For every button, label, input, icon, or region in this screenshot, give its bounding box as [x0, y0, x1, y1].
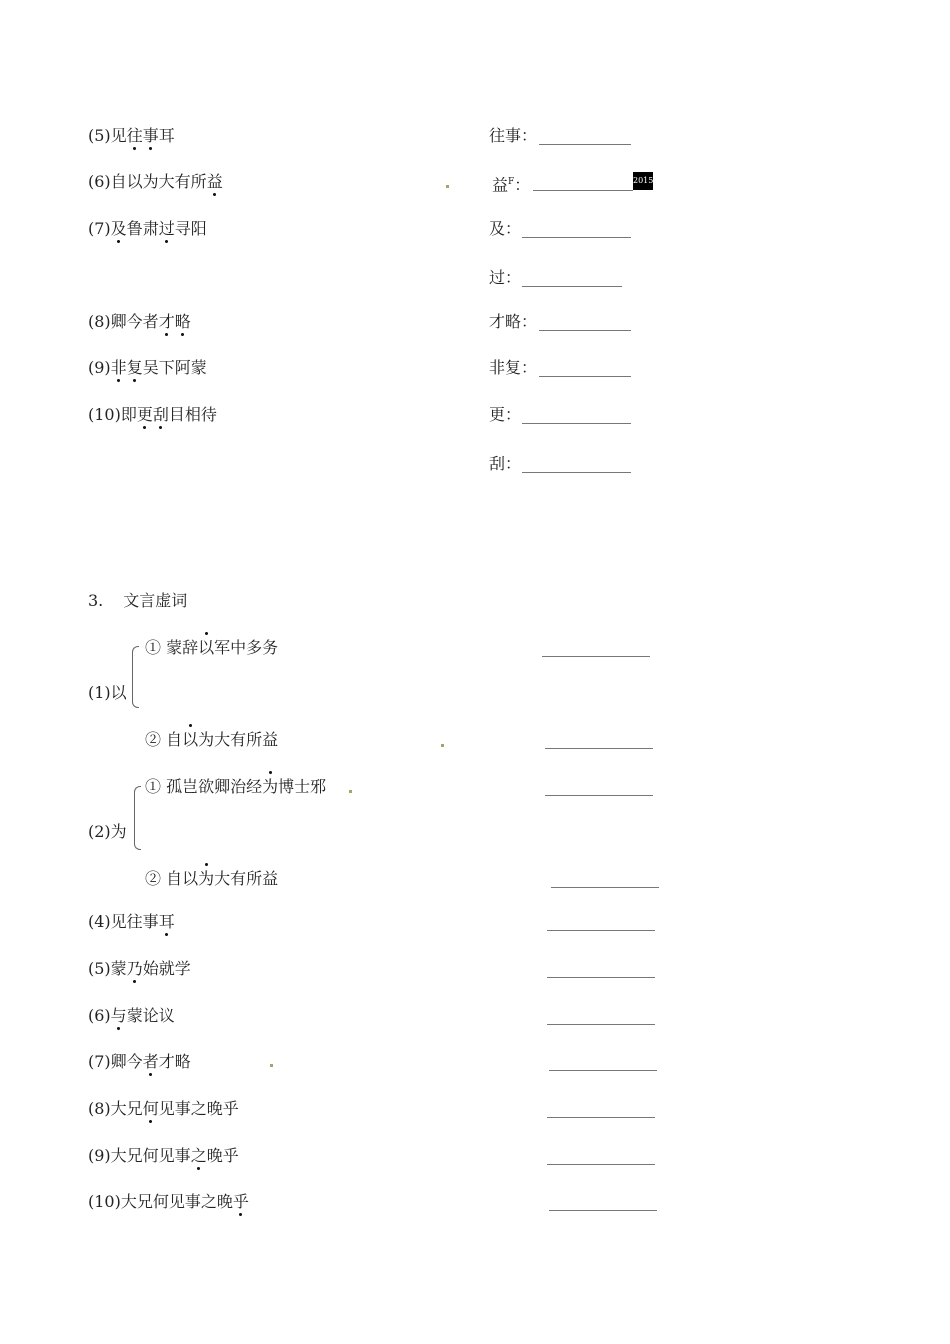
scan-speck [441, 744, 444, 747]
answer-label: 往事： [489, 126, 538, 145]
marked-char: 略 [174, 312, 191, 331]
answer-label: 及： [489, 219, 522, 238]
answer-blank[interactable] [551, 887, 659, 888]
vocab-q7 [88, 219, 207, 239]
marked-char: 者 [142, 1052, 159, 1071]
q-num: (4) [88, 912, 111, 931]
q-text: 鲁肃 [126, 219, 159, 238]
marked-char: 复 [126, 358, 143, 377]
marked-char: 过 [158, 219, 175, 238]
q-text: 大兄 [110, 1099, 143, 1118]
group-brace [132, 646, 139, 708]
q-text: 始就学 [142, 959, 191, 978]
answer-blank[interactable] [547, 930, 655, 931]
list-item [88, 1006, 175, 1026]
q-num: (10) [88, 405, 121, 424]
vocab-q9 [88, 358, 207, 378]
vocab-q10 [88, 405, 217, 425]
circled-num: ① [145, 638, 162, 657]
q-num: (6) [88, 1006, 111, 1025]
answer-blank[interactable] [539, 376, 631, 377]
marked-char: 何 [142, 1099, 159, 1118]
answer-label: 过： [489, 268, 522, 287]
q-text: 见事之晚乎 [158, 1099, 239, 1118]
q-text: 博士邪 [278, 777, 327, 796]
marked-char: 耳 [158, 912, 175, 931]
q-text: 晚乎 [206, 1146, 239, 1165]
marked-char: 乎 [232, 1192, 249, 1211]
label-char: 益 [492, 175, 509, 195]
marked-char: 往 [126, 126, 143, 145]
marked-char: 刮 [152, 405, 169, 424]
q-text: 蒙辞 [166, 638, 199, 657]
q-text: 才略 [158, 1052, 191, 1071]
list-item [88, 959, 191, 979]
q-text: 寻阳 [174, 219, 207, 238]
marked-char: 乃 [126, 959, 143, 978]
marked-char: 非 [110, 358, 127, 377]
answer-blank[interactable] [547, 977, 655, 978]
circled-num: ② [145, 869, 162, 888]
marked-char: 之 [190, 1146, 207, 1165]
q-text: 为大有所益 [198, 730, 279, 749]
q-num: (5) [88, 126, 111, 145]
q-num: (6) [88, 172, 111, 191]
answer-blank[interactable] [522, 237, 631, 238]
marked-char: 更 [136, 405, 153, 424]
answer-blank[interactable] [545, 795, 653, 796]
marked-char: 以 [182, 730, 199, 749]
list-item [88, 1052, 191, 1072]
list-item [88, 1192, 249, 1212]
group2-item-b [145, 869, 278, 889]
vocab-q8 [88, 312, 191, 332]
group-label: (2)为 [88, 822, 127, 841]
scan-speck [270, 1064, 273, 1067]
answer-blank[interactable] [522, 423, 631, 424]
section-title [88, 591, 187, 611]
marked-char: 与 [110, 1006, 127, 1025]
answer-blank[interactable] [522, 286, 622, 287]
q-text: 蒙 [110, 959, 127, 978]
scan-speck [446, 185, 449, 188]
q-text: 大有所益 [214, 869, 279, 888]
answer-blank[interactable] [549, 1070, 657, 1071]
group-brace [134, 786, 141, 850]
year-badge: 2015 [633, 172, 653, 190]
q-num: (10) [88, 1192, 121, 1211]
q-text: 即 [120, 405, 137, 424]
answer-label: 才略： [489, 312, 538, 331]
list-item [88, 1146, 239, 1166]
answer-blank[interactable] [547, 1024, 655, 1025]
list-item [88, 1099, 239, 1119]
vocab-q6 [88, 172, 223, 192]
circled-num: ① [145, 777, 162, 796]
q-text: 耳 [158, 126, 175, 145]
marked-char: 以 [198, 638, 215, 657]
q-text: 卿今者 [110, 312, 159, 331]
answer-blank[interactable] [547, 1164, 655, 1165]
q-num: (9) [88, 358, 111, 377]
q-text: 孤岂欲卿治经 [166, 777, 263, 796]
q-text: 大兄何见事之晚 [120, 1192, 233, 1211]
q-num: (9) [88, 1146, 111, 1165]
answer-blank[interactable] [547, 1117, 655, 1118]
label-sup: F [508, 177, 515, 187]
q-num: (8) [88, 312, 111, 331]
section-heading: 文言虚词 [123, 591, 188, 610]
q-text: 蒙论议 [126, 1006, 175, 1025]
q-text: 自以 [166, 869, 199, 888]
group2-item-a [145, 777, 326, 797]
answer-blank[interactable] [539, 330, 631, 331]
answer-blank[interactable] [545, 748, 653, 749]
answer-blank[interactable] [539, 144, 631, 145]
vocab-q5 [88, 126, 175, 146]
marked-char: 为 [262, 777, 279, 796]
marked-char: 事 [142, 126, 159, 145]
q-num: (7) [88, 219, 111, 238]
label-colon: ： [514, 175, 531, 195]
q-num: (7) [88, 1052, 111, 1071]
section-number: 3. [88, 591, 104, 610]
q-text: 自以为大有所 [110, 172, 207, 191]
answer-label: 更： [489, 405, 522, 424]
q-text: 卿今 [110, 1052, 143, 1071]
q-text: 军中多务 [214, 638, 279, 657]
answer-blank[interactable] [542, 656, 650, 657]
answer-label: 非复： [489, 358, 538, 377]
answer-label [492, 172, 530, 195]
list-item [88, 912, 175, 932]
marked-char: 益 [206, 172, 223, 191]
q-text: 自 [166, 730, 183, 749]
answer-blank[interactable] [533, 190, 633, 191]
q-num: (8) [88, 1099, 111, 1118]
q-num: (5) [88, 959, 111, 978]
group1-item-a [145, 638, 278, 658]
q-text: 大兄何见事 [110, 1146, 191, 1165]
marked-char: 才 [158, 312, 175, 331]
group-label: (1)以 [88, 683, 127, 702]
q-text: 吴下阿蒙 [142, 358, 207, 377]
group1-item-b [145, 730, 278, 750]
q-text: 目相待 [168, 405, 217, 424]
answer-label: 刮： [489, 454, 522, 473]
q-text: 见往事 [110, 912, 159, 931]
circled-num: ② [145, 730, 162, 749]
marked-char: 为 [198, 869, 215, 888]
q-text: 见 [110, 126, 127, 145]
answer-blank[interactable] [522, 472, 631, 473]
marked-char: 及 [110, 219, 127, 238]
answer-blank[interactable] [549, 1210, 657, 1211]
scan-speck [349, 790, 352, 793]
